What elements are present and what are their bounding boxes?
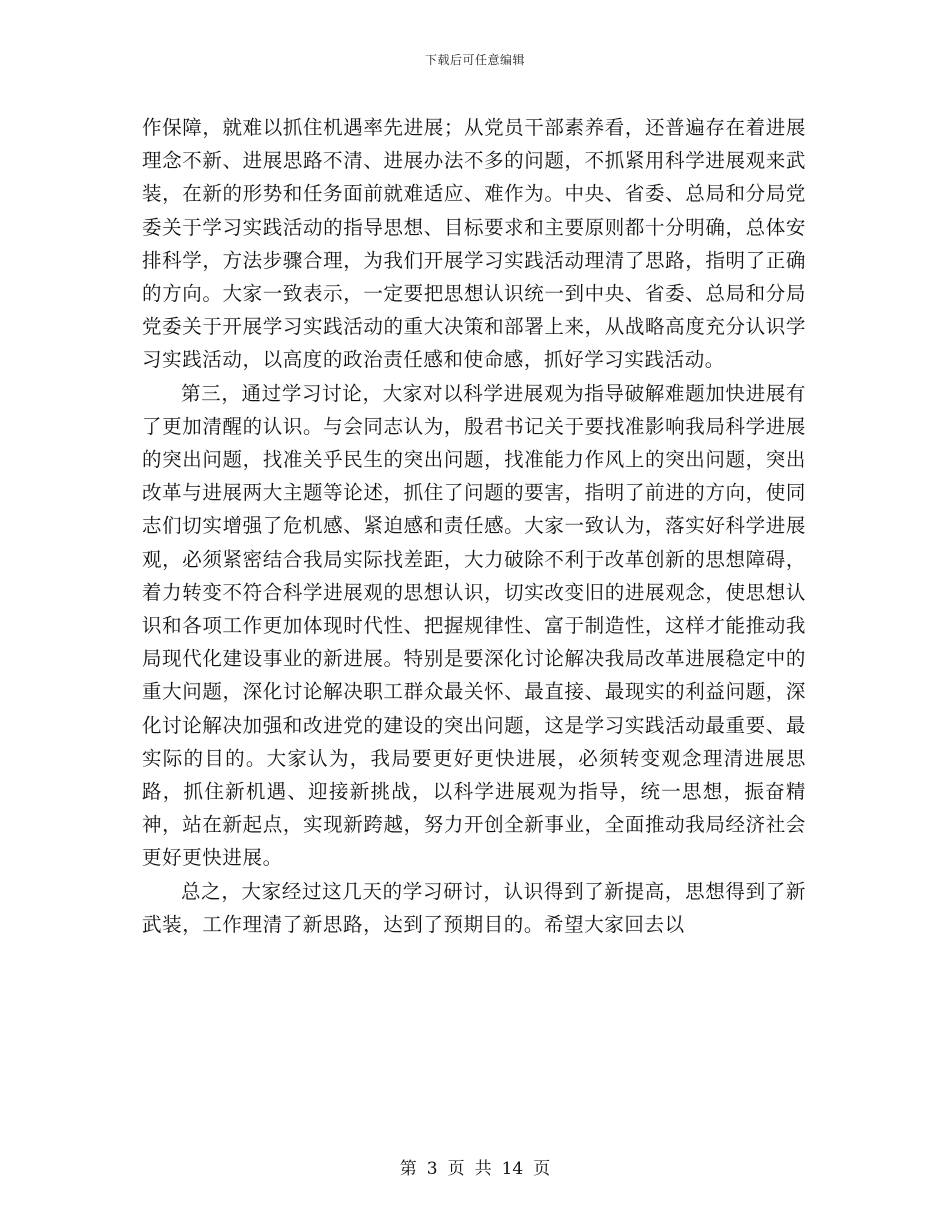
page-header-note: 下载后可任意编辑 xyxy=(424,53,525,67)
page-label-total-prefix: 共 xyxy=(474,1159,492,1179)
page-total-number: 14 xyxy=(501,1159,524,1179)
page-label-mid: 页 xyxy=(447,1159,465,1179)
document-body xyxy=(142,111,806,941)
page-label-prefix: 第 xyxy=(399,1159,417,1179)
page-label-suffix: 页 xyxy=(533,1159,551,1179)
page-number-footer xyxy=(0,1158,950,1180)
paragraph-summary: 总之，大家经过这几天的学习研讨，认识得到了新提高，思想得到了新武装，工作理清了新思路，达到了预期目的。希望大家回去以 xyxy=(142,879,806,936)
paragraph-third-point: 第三，通过学习讨论，大家对以科学进展观为指导破解难题加快进展有了更加清醒的认识。与会同志认为，殷君书记关于要找准影响我局科学进展的突出问题，找准关乎民生的突出问题，找准能力作风上的突出问题，突出改革与进展两大主题等论述，抓住了问题的要害，指明了前进的方向，使同志们切实增强了危机感、紧迫感和责任感。大家一致认为，落实好科学进展观，必须紧密结合我局实际找差距，大力破除不利于改革创新的思想障碍，着力转变不符合科学进展观的思想认识，切实改变旧的进展观念，使思想认识和各项工作更加体现时代性、把握规律性、富于制造性，这样才能推动我局现代化建设事业的新进展。特别是要深化讨论解决我局改革进展稳定中的重大问题，深化讨论解决职工群众最关怀、最直接、最现实的利益问题，深化讨论解决加强和改进党的建设的突出问题，这是学习实践活动最重要、最实际的目的。大家认为，我局要更好更快进展，必须转变观念理清进展思路，抓住新机遇、迎接新挑战，以科学进展观为指导，统一思想，振奋精神，站在新起点，实现新跨越，努力开创全新事业，全面推动我局经济社会更好更快进展。 xyxy=(142,381,806,870)
paragraph-continued: 作保障，就难以抓住机遇率先进展；从党员干部素养看，还普遍存在着进展理念不新、进展思路不清、进展办法不多的问题，不抓紧用科学进展观来武装，在新的形势和任务面前就难适应、难作为。中央、省委、总局和分局党委关于学习实践活动的指导思想、目标要求和主要原则都十分明确，总体安排科学，方法步骤合理，为我们开展学习实践活动理清了思路，指明了正确的方向。大家一致表示，一定要把思想认识统一到中央、省委、总局和分局党委关于开展学习实践活动的重大决策和部署上来，从战略高度充分认识学习实践活动，以高度的政治责任感和使命感，抓好学习实践活动。 xyxy=(142,116,806,372)
page-current-number: 3 xyxy=(426,1159,438,1179)
